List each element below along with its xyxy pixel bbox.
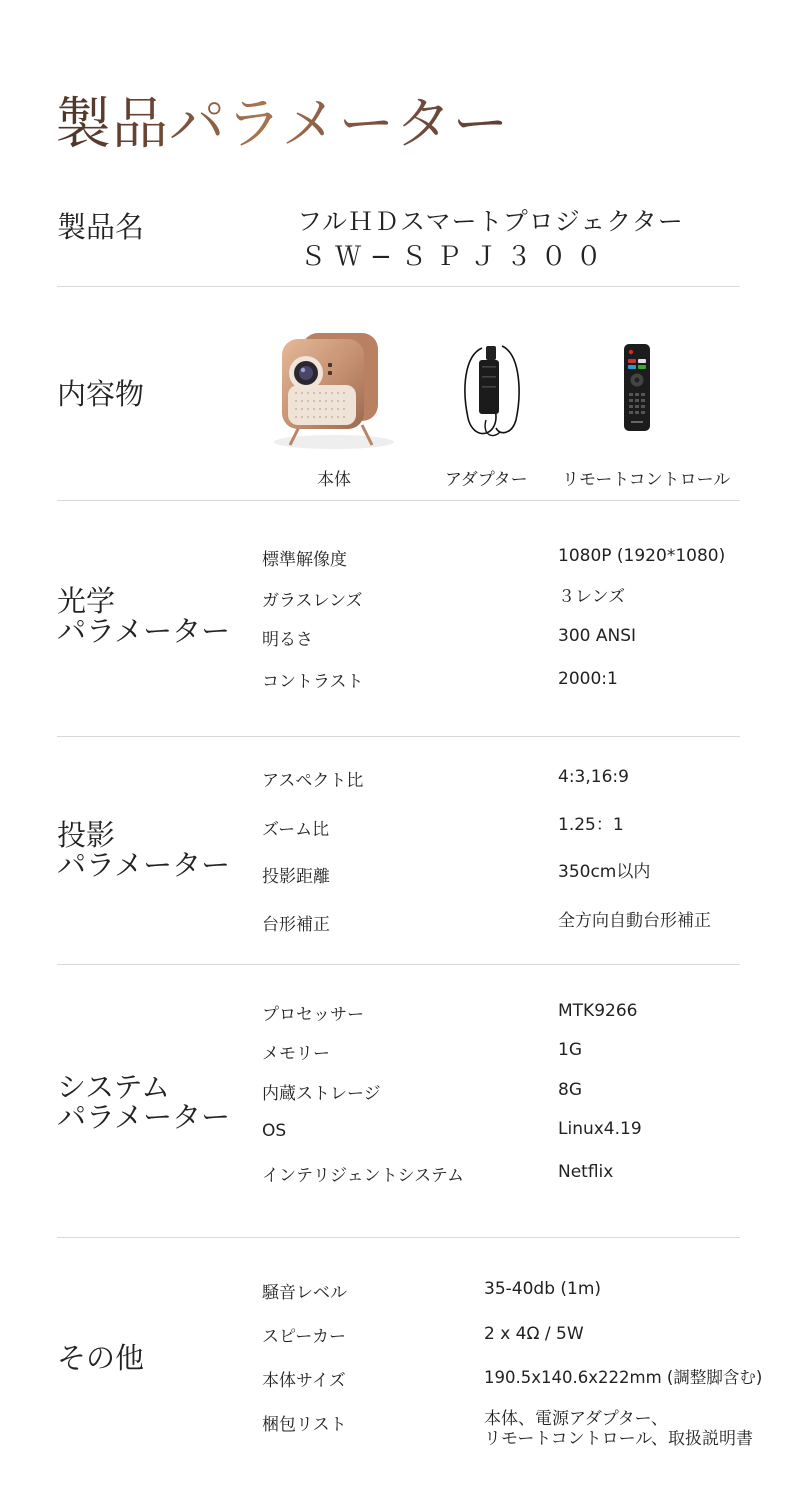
spec-key: 騒音レベル xyxy=(262,1283,347,1303)
spec-value: 2 x 4Ω / 5W xyxy=(484,1324,584,1344)
spec-key: ガラスレンズ xyxy=(262,591,363,611)
remote-control-image xyxy=(622,343,652,433)
spec-value: 35-40db (1m) xyxy=(484,1279,602,1299)
contents-caption-projector: 本体 xyxy=(317,470,351,490)
divider xyxy=(57,500,740,501)
divider xyxy=(57,286,740,287)
product-name-label: 製品名 xyxy=(57,210,145,244)
system-params-label: システム パラメーター xyxy=(57,1070,231,1134)
spec-key: 梱包リスト xyxy=(262,1415,347,1435)
spec-value: Netflix xyxy=(558,1162,614,1182)
spec-key: メモリー xyxy=(262,1044,330,1064)
spec-key: コントラスト xyxy=(262,672,364,692)
optical-params-label: 光学 パラメーター xyxy=(57,584,231,648)
spec-value: 350cm以内 xyxy=(558,862,651,882)
spec-value: 4:3,16:9 xyxy=(558,767,629,787)
spec-value: ３レンズ xyxy=(558,587,626,607)
spec-value: 190.5x140.6x222mm (調整脚含む) xyxy=(484,1368,763,1387)
projector-image xyxy=(272,325,397,455)
contents-label: 内容物 xyxy=(57,377,145,411)
spec-value: 2000:1 xyxy=(558,669,618,689)
spec-key: 投影距離 xyxy=(262,867,330,887)
spec-value: 1G xyxy=(558,1040,582,1060)
spec-value: Linux4.19 xyxy=(558,1119,642,1139)
spec-value: 300 ANSI xyxy=(558,626,637,646)
spec-value: 1.25：1 xyxy=(558,815,624,835)
other-params-label: その他 xyxy=(57,1341,145,1375)
contents-caption-adapter: アダプター xyxy=(445,470,528,490)
product-model: ＳＷ−ＳＰＪ３００ xyxy=(300,242,611,272)
adapter-image xyxy=(460,340,525,440)
divider xyxy=(57,964,740,965)
spec-key: プロセッサー xyxy=(262,1005,364,1025)
divider xyxy=(57,736,740,737)
spec-key: 標準解像度 xyxy=(262,550,347,570)
projection-params-label: 投影 パラメーター xyxy=(57,818,231,882)
spec-key: スピーカー xyxy=(262,1327,346,1347)
product-name-line1: フルＨＤスマートプロジェクター xyxy=(297,207,684,236)
spec-key: ズーム比 xyxy=(262,820,330,840)
divider xyxy=(57,1237,740,1238)
spec-value: 8G xyxy=(558,1080,582,1100)
page-title: 製品パラメーター xyxy=(55,80,509,160)
spec-key: インテリジェントシステム xyxy=(262,1166,464,1186)
spec-key: OS xyxy=(262,1121,287,1141)
spec-value: 1080P (1920*1080) xyxy=(558,546,726,566)
spec-value: 本体、電源アダプター、 リモートコントロール、取扱説明書 xyxy=(484,1409,753,1449)
spec-value: MTK9266 xyxy=(558,1001,638,1021)
spec-value: 全方向自動台形補正 xyxy=(558,911,711,931)
spec-key: 本体サイズ xyxy=(262,1371,346,1391)
spec-key: アスペクト比 xyxy=(262,771,364,791)
contents-caption-remote: リモートコントロール xyxy=(562,470,731,490)
spec-key: 明るさ xyxy=(262,630,313,650)
spec-key: 台形補正 xyxy=(262,915,330,935)
spec-key: 内蔵ストレージ xyxy=(262,1084,381,1104)
